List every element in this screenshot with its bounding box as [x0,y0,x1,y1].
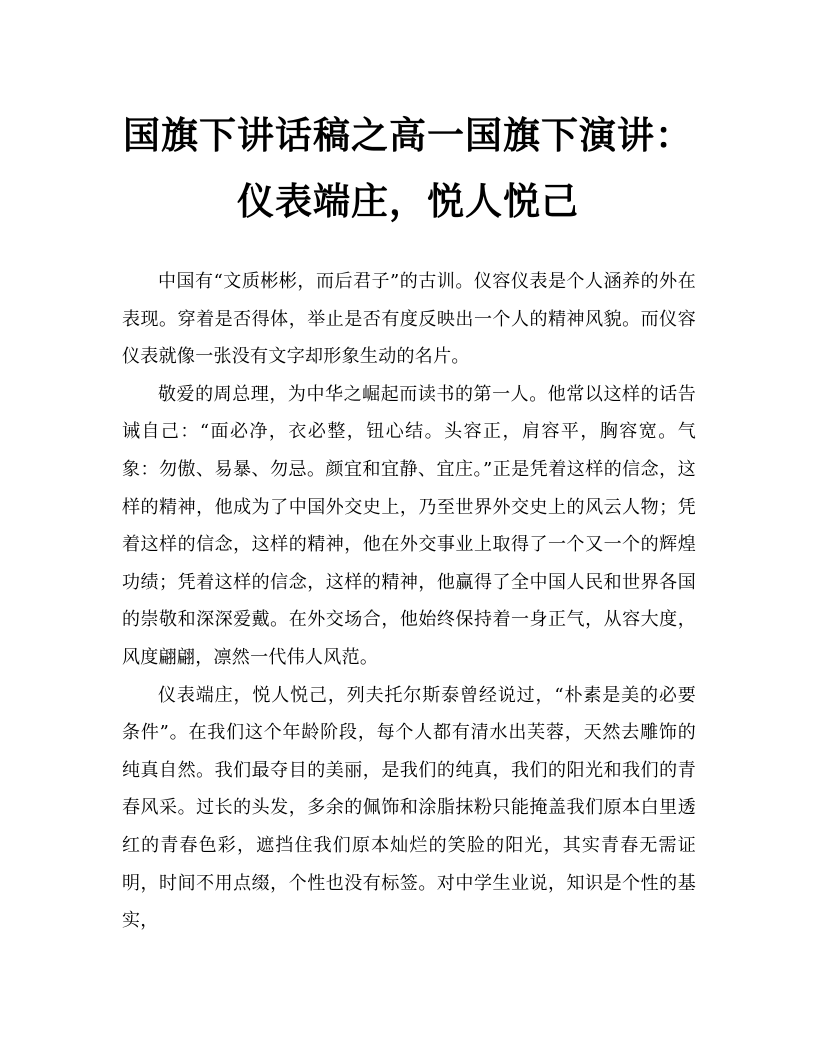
document-title: 国旗下讲话稿之高一国旗下演讲：仪表端庄，悦人悦己 [123,113,693,223]
paragraph: 仪表端庄，悦人悦己，列夫托尔斯泰曾经说过，“朴素是美的必要条件”。在我们这个年龄阶段，每个人都有清水出芙蓉，天然去雕饰的纯真自然。我们最夺目的美丽，是我们的纯真，我们的阳光和我们的青春风采。过长的头发，多余的佩饰和涂脂抹粉只能掩盖我们原本白里透红的青春色彩，遮挡住我们原本灿烂的笑脸的阳光，其实青春无需证明，时间不用点缀，个性也没有标签。对中学生业说，知识是个性的基实， [122,684,696,932]
document-body [122,263,696,940]
paragraph: 中国有“文质彬彬，而后君子”的古训。仪容仪表是个人涵养的外在表现。穿着是否得体，举止是否有度反映出一个人的精神风貌。而仪容仪表就像一张没有文字却形象生动的名片。 [122,271,696,368]
paragraph: 敬爱的周总理，为中华之崛起而读书的第一人。他常以这样的话告诫自己：“面必净，衣必整，钮心结。头容正，肩容平，胸容宽。气象：勿傲、易暴、勿忌。颜宜和宜静、宜庄。”正是凭着这样的信念，这样的精神，他成为了中国外交史上，乃至世界外交史上的风云人物；凭着这样的信念，这样的精神，他在外交事业上取得了一个又一个的辉煌功绩；凭着这样的信念，这样的精神，他赢得了全中国人民和世界各国的崇敬和深深爱戴。在外交场合，他始终保持着一身正气，从容大度，风度翩翩，凛然一代伟人风范。 [122,383,696,668]
